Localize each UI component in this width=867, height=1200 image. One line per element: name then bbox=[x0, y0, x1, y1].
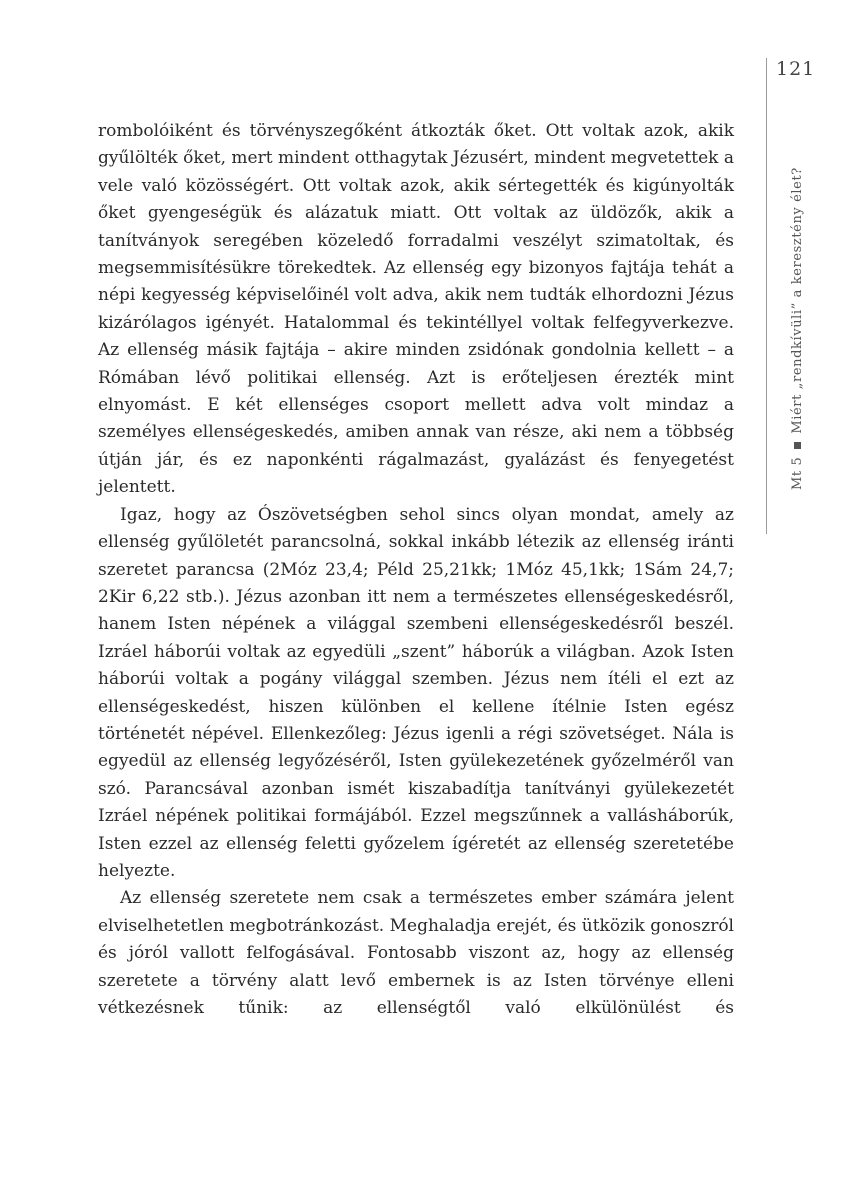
running-head-title: Miért „rendkívüli” a keresztény élet? bbox=[790, 167, 805, 434]
paragraph-2: Igaz, hogy az Ószövetségben sehol sincs olyan mondat, amely az ellenség gyűlöletét parancsolná, sokkal inkább létezik az ellenség iránti szeretet parancsa (2Móz 23,4; Péld 25,21kk; 1Móz 45,1kk; 1Sám 24,7; 2Kir 6,22 stb.). Jézus azonban itt nem a természetes ellenségeskedésről, hanem Isten népének a világgal szembeni ellenségeskedésről beszél. Izráel háborúi voltak az egyedüli „szent” háborúk a világban. Azok Isten háborúi voltak a pogány világgal szemben. Jézus nem ítéli el ezt az ellenségeskedést, hiszen különben el kellene ítélnie Isten egész történetét népével. Ellenkezőleg: Jézus igenli a régi szövetséget. Nála is egyedül az ellenség legyőzéséről, Isten gyülekezetének győzelméről van szó. Parancsával azonban ismét kiszabadítja tanítványi gyülekezetét Izráel népének politikai formájából. Ezzel megszűnnek a vallásháborúk, Isten ezzel az ellenség feletti győzelem ígéretét az ellenség szeretetébe helyezte. bbox=[98, 504, 734, 881]
body-text bbox=[98, 118, 734, 1022]
square-bullet-icon bbox=[794, 442, 801, 449]
running-head-chapter: Mt 5 bbox=[790, 456, 805, 490]
page-number: 121 bbox=[776, 58, 816, 80]
running-head bbox=[790, 167, 805, 490]
paragraph-3: Az ellenség szeretete nem csak a természetes ember számára jelent elviselhetetlen megbotránkozást. Meghaladja erejét, és ütközik gonoszról és jóról vallott felfogásával. Fontosabb viszont az, hogy az ellenség szeretete a törvény alatt levő embernek is az Isten törvénye elleni vétkezésnek tűnik: az ellenségtől való elkülönülést és bbox=[98, 888, 734, 1018]
paragraph-1: rombolóiként és törvényszegőként átkozták őket. Ott voltak azok, akik gyűlölték őket, mert mindent otthagytak Jézusért, mindent megvetettek a vele való közösségért. Ott voltak azok, akik sértegették és kigúnyolták őket gyengeségük és alázatuk miatt. Ott voltak az üldözők, akik a tanítványok seregében közeledő forradalmi veszélyt szimatoltak, és megsemmisítésükre törekedtek. Az ellenség egy bizonyos fajtája tehát a népi kegyesség képviselőinél volt adva, akik nem tudták elhordozni Jézus kizárólagos igényét. Hatalommal és tekintéllyel voltak felfegyverkezve. Az ellenség másik fajtája – akire minden zsidónak gondolnia kellett – a Rómában lévő politikai ellenség. Azt is erőteljesen érezték mint elnyomást. E két ellenséges csoport mellett adva volt mindaz a személyes ellenségeskedés, amiben annak van része, aki nem a többség útján jár, és ez naponkénti rágalmazást, gyalázást és fenyegetést jelentett. bbox=[98, 121, 734, 498]
running-head-rule bbox=[766, 58, 767, 534]
